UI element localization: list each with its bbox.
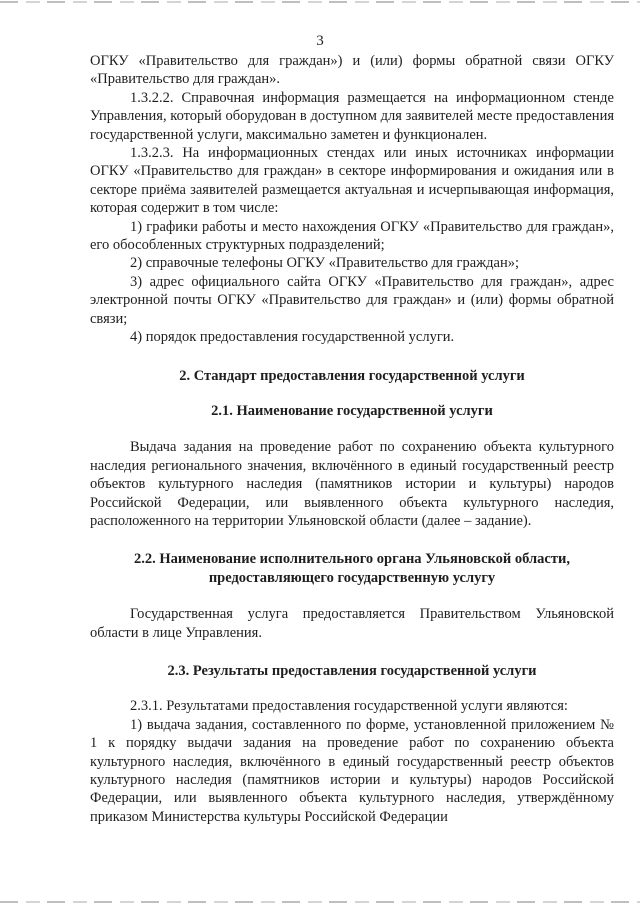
paragraph-1-3-2-3: 1.3.2.3. На информационных стендах или иных источниках информации ОГКУ «Правительство для граждан» в секторе информирования и ожидания или в секторе приёма заявителей размещается актуальная и исчерпывающая информация, которая содержит в том числе:	[90, 145, 614, 217]
list-item-work-schedule: 1) графики работы и место нахождения ОГКУ «Правительство для граждан», его обособленных структурных подразделений;	[90, 218, 614, 254]
section-heading-2-3: 2.3. Результаты предоставления государственной услуги	[167, 662, 537, 679]
paragraph-provider: Государственная услуга предоставляется Правительством Ульяновской области в лице Управления.	[90, 606, 614, 641]
section-heading-2-1: 2.1. Наименование государственной услуги	[211, 402, 493, 419]
section-heading-2-2: 2.2. Наименование исполнительного органа Ульяновской области, предоставляющего государственную услугу	[134, 551, 570, 586]
list-item-phones: 2) справочные телефоны ОГКУ «Правительство для граждан»;	[130, 255, 520, 272]
scan-artifact-bottom	[0, 901, 640, 903]
paragraph-ogku-feedback: ОГКУ «Правительство для граждан») и (или) формы обратной связи ОГКУ «Правительство для граждан».	[90, 53, 614, 88]
page-number: 3	[316, 33, 324, 49]
section-heading-2: 2. Стандарт предоставления государственной услуги	[179, 367, 525, 384]
paragraph-1-3-2-2: 1.3.2.2. Справочная информация размещается на информационном стенде Управления, который оборудован в доступном для заявителей месте предоставления государственной услуги, максимально заметен и функционален.	[90, 89, 614, 143]
paragraph-service-name: Выдача задания на проведение работ по сохранению объекта культурного наследия регионального значения, включённого в единый государственный реестр объектов культурного наследия (памятников истории и культуры) народов Российской Федерации, или выявленного объекта культурного наследия, расположенного на территории Ульяновской области (далее – задание).	[90, 439, 614, 529]
paragraph-2-3-1: 2.3.1. Результатами предоставления государственной услуги являются:	[130, 698, 568, 715]
list-item-procedure: 4) порядок предоставления государственной услуги.	[130, 329, 455, 346]
list-item-website-email: 3) адрес официального сайта ОГКУ «Правительство для граждан», адрес электронной почты ОГКУ «Правительство для граждан» и (или) формы обратной связи;	[90, 273, 614, 327]
document-body	[90, 52, 614, 826]
list-item-task-issuance: 1) выдача задания, составленного по форме, установленной приложением № 1 к порядку выдачи задания на проведение работ по сохранению объекта культурного наследия, включённого в единый государственный реестр объектов культурного наследия (памятников истории и культуры) народов Российской Федерации, или выявленного объекта культурного наследия, утверждённому приказом Министерства культуры Российской Федерации	[90, 716, 614, 825]
scan-artifact-top	[0, 1, 640, 3]
